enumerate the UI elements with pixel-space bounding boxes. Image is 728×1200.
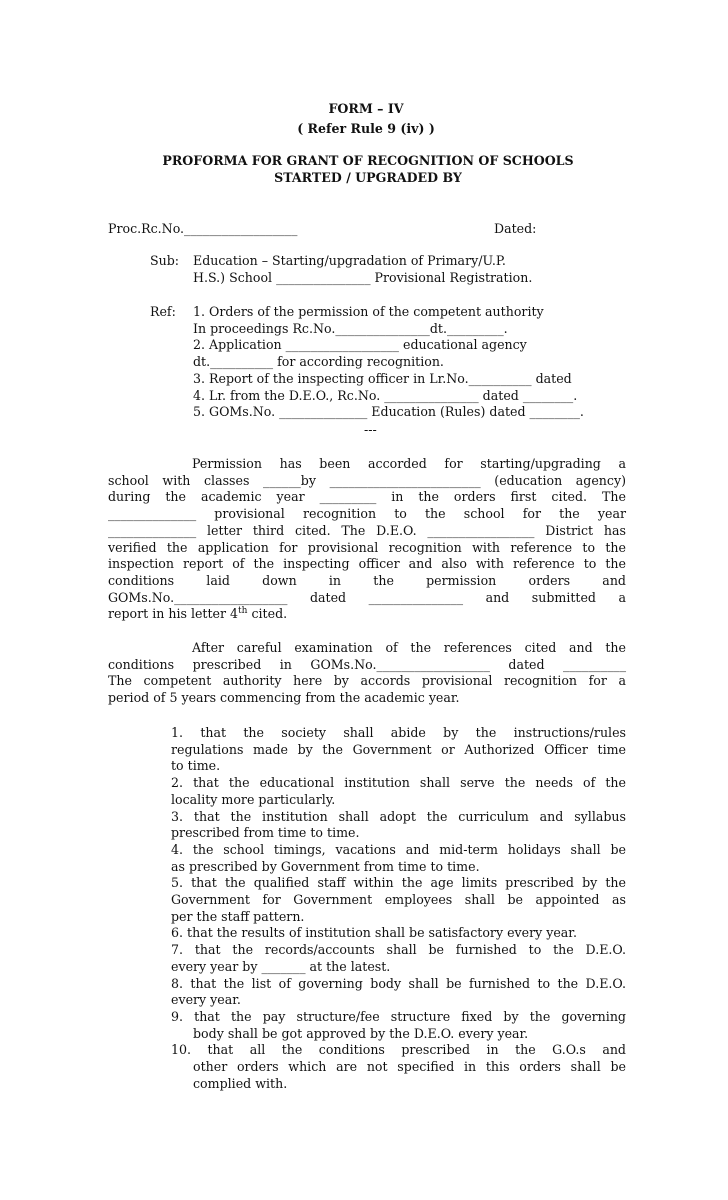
condition-item	[171, 942, 626, 975]
condition-line: every year.	[171, 992, 241, 1008]
condition-line: prescribed from time to time.	[171, 825, 360, 841]
condition-item	[171, 1042, 626, 1092]
paragraph-line: school with classes ______by ________________________ (education agency)	[108, 472, 626, 488]
reference-line: In proceedings Rc.No._______________dt._________.	[193, 320, 508, 336]
proforma-heading	[108, 153, 628, 186]
proforma-heading-line1: PROFORMA FOR GRANT OF RECOGNITION OF SCHOOLS	[162, 153, 574, 168]
paragraph-line: After careful examination of the references cited and the	[192, 640, 626, 655]
condition-line: to time.	[171, 758, 221, 774]
condition-item	[171, 875, 626, 925]
paragraph-line: ______________ letter third cited. The D.E.O. _________________ District has	[108, 522, 626, 538]
paragraph-line: inspection report of the inspecting officer and also with reference to the	[108, 556, 626, 572]
paragraph-permission	[108, 456, 626, 623]
paragraph-line: The competent authority here by accords provisional recognition for a	[108, 673, 626, 689]
condition-line: 10. that all the conditions prescribed in the G.O.s and	[171, 1042, 626, 1058]
paragraph-line: conditions laid down in the permission orders and	[108, 572, 626, 588]
condition-line: complied with.	[193, 1075, 288, 1091]
reference-line: 1. Orders of the permission of the competent authority	[193, 304, 544, 319]
reference-label: Ref:	[150, 304, 176, 319]
condition-line: 6. that the results of institution shall be satisfactory every year.	[171, 925, 577, 941]
paragraph-line: conditions prescribed in GOMs.No.__________________ dated __________	[108, 656, 626, 672]
proforma-heading-line2: STARTED / UPGRADED BY	[274, 169, 462, 185]
condition-line: as prescribed by Government from time to time.	[171, 858, 480, 874]
paragraph-line: Permission has been accorded for starting/upgrading a	[192, 456, 626, 471]
condition-line: 7. that the records/accounts shall be furnished to the D.E.O.	[171, 942, 626, 958]
reference-line: dt.__________ for according recognition.	[193, 354, 444, 370]
paragraph-text: report in his letter 4	[108, 606, 239, 622]
proc-number: Proc.Rc.No.__________________	[108, 221, 298, 236]
reference-line: 2. Application __________________ educational agency	[193, 337, 527, 353]
paragraph-line: verified the application for provisional recognition with reference to the	[108, 539, 626, 555]
condition-line: other orders which are not specified in this orders shall be	[193, 1059, 626, 1075]
condition-item	[171, 775, 626, 808]
condition-item	[171, 1009, 626, 1042]
subject-line: H.S.) School _______________ Provisional Registration.	[193, 269, 533, 285]
condition-item	[171, 809, 626, 842]
subject-line: Education – Starting/upgradation of Primary/U.P.	[193, 253, 506, 268]
reference-line: 3. Report of the inspecting officer in Lr.No.__________ dated	[193, 370, 572, 386]
reference-line: 5. GOMs.No. ______________ Education (Rules) dated ________.	[193, 404, 584, 420]
paragraph-line: ______________ provisional recognition to the school for the year	[108, 506, 626, 522]
condition-item	[171, 925, 626, 942]
condition-line: Government for Government employees shall be appointed as	[171, 892, 626, 908]
condition-line: 8. that the list of governing body shall be furnished to the D.E.O.	[171, 975, 626, 991]
reference-line: 4. Lr. from the D.E.O., Rc.No. _______________ dated ________.	[193, 387, 578, 403]
paragraph-line: period of 5 years commencing from the academic year.	[108, 690, 460, 706]
condition-item	[171, 976, 626, 1009]
condition-line: 9. that the pay structure/fee structure fixed by the governing	[171, 1008, 626, 1024]
condition-line: locality more particularly.	[171, 791, 336, 807]
condition-line: 2. that the educational institution shall serve the needs of the	[171, 775, 626, 791]
form-rule-reference: ( Refer Rule 9 (iv) )	[297, 121, 435, 136]
form-title: FORM – IV	[328, 101, 404, 116]
subject-label: Sub:	[150, 253, 180, 268]
paragraph-text: cited.	[247, 606, 288, 622]
reference-list	[193, 304, 628, 421]
condition-line: 3. that the institution shall adopt the curriculum and syllabus	[171, 808, 626, 824]
paragraph-line: during the academic year _________ in the orders first cited. The	[108, 489, 626, 505]
subject-text	[193, 253, 628, 286]
condition-line: 4. the school timings, vacations and mid-term holidays shall be	[171, 841, 626, 857]
condition-line: regulations made by the Government or Authorized Officer time	[171, 741, 626, 757]
superscript: th	[238, 606, 248, 617]
condition-line: per the staff pattern.	[171, 908, 305, 924]
proc-dated: Dated:	[494, 221, 537, 236]
condition-line: 5. that the qualified staff within the age limits prescribed by the	[171, 875, 626, 891]
paragraph-line: GOMs.No.__________________ dated _______________ and submitted a	[108, 589, 626, 605]
condition-item	[171, 725, 626, 775]
condition-line: body shall be got approved by the D.E.O. every year.	[193, 1025, 529, 1041]
separator: ---	[364, 422, 377, 437]
paragraph-line	[108, 606, 626, 623]
paragraph-examination	[108, 640, 626, 707]
conditions-list	[171, 725, 626, 1092]
condition-line: every year by _______ at the latest.	[171, 958, 391, 974]
condition-item	[171, 842, 626, 875]
condition-line: 1. that the society shall abide by the instructions/rules	[171, 725, 626, 740]
